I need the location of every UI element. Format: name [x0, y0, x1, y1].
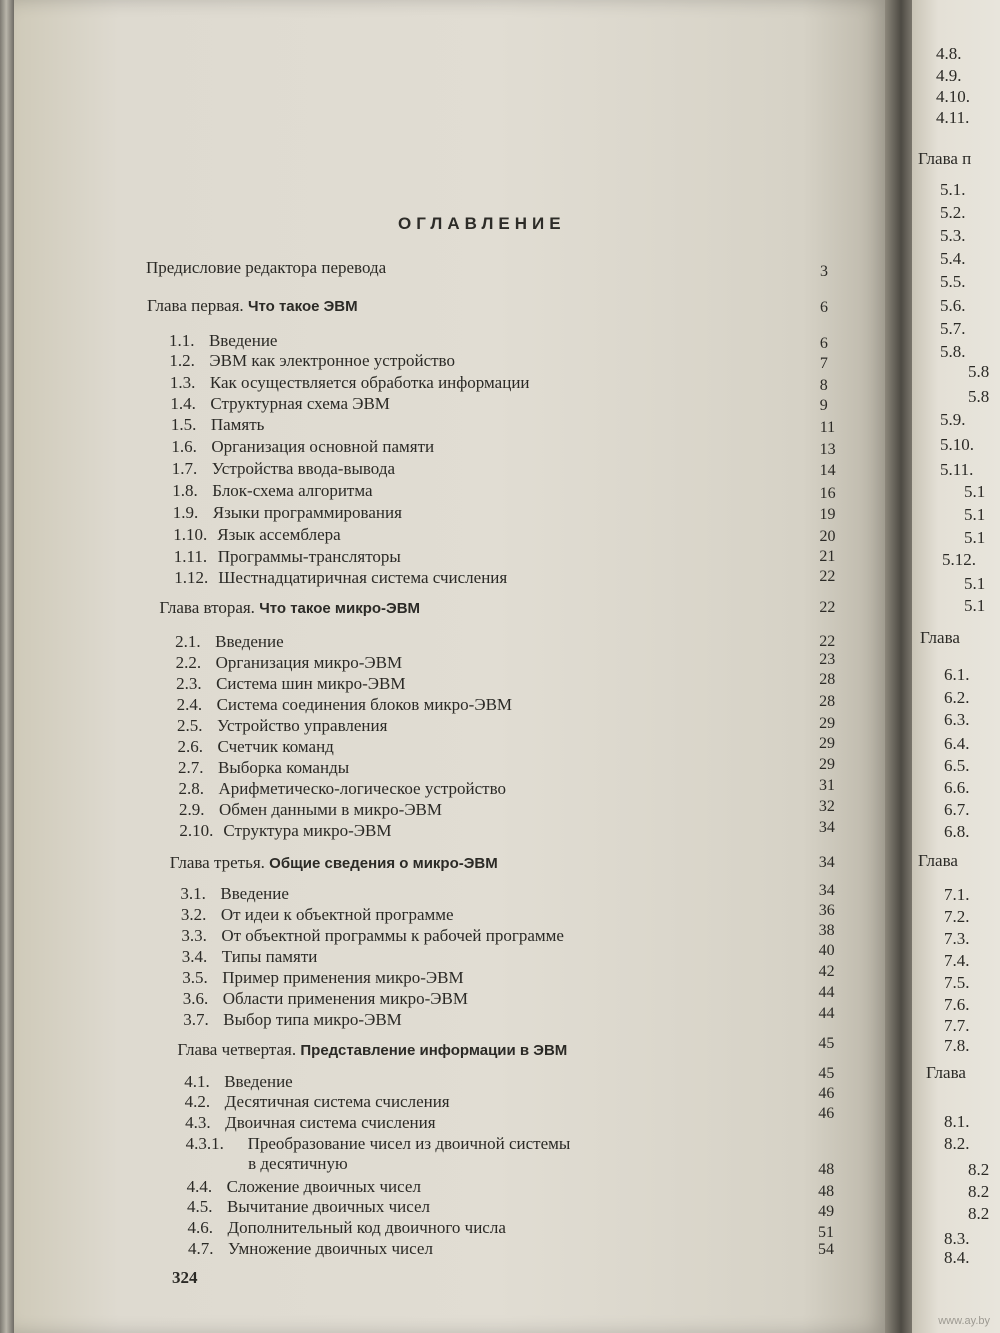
- page-reference: 3: [820, 263, 828, 280]
- section-number: 2.5.: [177, 716, 203, 735]
- toc-entry: [176, 653, 402, 673]
- section-number-fragment: 7.3.: [944, 929, 970, 948]
- page-reference: 7: [819, 355, 828, 372]
- page-reference: 22: [819, 633, 836, 650]
- section-number-fragment: 5.8: [968, 362, 990, 381]
- section-number-fragment: 6.3.: [944, 710, 970, 729]
- toc-entry: [180, 884, 289, 904]
- chapter-heading: [147, 296, 358, 317]
- page-reference: 9: [819, 397, 828, 414]
- section-number: 3.1.: [180, 884, 206, 903]
- toc-entry: [179, 800, 442, 820]
- section-title: Язык ассемблера: [217, 525, 341, 544]
- section-title: Выбор типа микро-ЭВМ: [223, 1010, 402, 1029]
- section-number: 3.2.: [180, 905, 207, 924]
- toc-entry: [172, 459, 395, 479]
- section-number: 1.7.: [171, 459, 198, 478]
- toc-entry: [188, 1239, 433, 1259]
- section-number-fragment: 4.10.: [936, 87, 970, 106]
- section-title: Введение: [224, 1072, 293, 1091]
- section-number-fragment: 6.8.: [944, 822, 970, 841]
- section-number: 1.4.: [170, 394, 196, 413]
- section-title: Счетчик команд: [217, 737, 334, 756]
- page-reference: 46: [818, 1085, 835, 1102]
- toc-entry: [181, 905, 454, 925]
- chapter-title: Что такое микро-ЭВМ: [259, 600, 421, 617]
- section-number: 4.3.: [185, 1113, 211, 1132]
- section-number-fragment: 6.2.: [944, 688, 970, 707]
- section-number-fragment: 8.3.: [944, 1229, 970, 1248]
- section-number-fragment: 5.12.: [942, 550, 976, 569]
- section-title: Преобразование чисел из двоичной системы: [247, 1134, 571, 1153]
- chapter-label: Глава вторая.: [159, 598, 260, 617]
- section-number-fragment: 5.1: [964, 482, 986, 501]
- toc-entry: [169, 331, 278, 351]
- toc-entry: [188, 1218, 506, 1238]
- section-number-fragment: 7.1.: [944, 885, 970, 904]
- section-number: 4.7.: [188, 1239, 214, 1258]
- page-reference: 28: [819, 693, 836, 710]
- section-title: Как осуществляется обработка информации: [209, 373, 530, 392]
- page-reference: 49: [818, 1203, 835, 1220]
- section-title: Устройство управления: [217, 716, 388, 735]
- page-title: ОГЛАВЛЕНИЕ: [398, 214, 566, 233]
- page-reference: 34: [818, 882, 835, 899]
- section-number-fragment: 5.3.: [940, 226, 966, 245]
- section-number: 3.3.: [181, 926, 207, 945]
- section-number: 2.9.: [178, 800, 205, 819]
- page-reference: 28: [819, 671, 836, 688]
- section-number-fragment: 5.1.: [940, 180, 966, 199]
- section-number-fragment: 5.1: [964, 505, 986, 524]
- section-title: Организация микро-ЭВМ: [215, 653, 403, 672]
- section-title: Области применения микро-ЭВМ: [222, 989, 468, 1008]
- section-number-fragment: 8.2: [968, 1160, 990, 1179]
- section-number-fragment: 8.2: [968, 1204, 990, 1223]
- toc-entry: [146, 258, 386, 278]
- section-title: От объектной программы к рабочей программе: [221, 926, 564, 945]
- toc-entry: [175, 632, 284, 652]
- section-title: Предисловие редактора перевода: [146, 258, 387, 277]
- section-title: Десятичная система счисления: [224, 1092, 450, 1111]
- chapter-heading-fragment: Глава п: [918, 149, 972, 168]
- page-reference: 31: [818, 777, 835, 794]
- toc-entry: [248, 1154, 348, 1174]
- section-title: ЭВМ как электронное устройство: [209, 351, 455, 370]
- section-number: 1.11.: [173, 547, 208, 566]
- page-reference: 23: [819, 651, 836, 668]
- section-title: Шестнадцатиричная система счисления: [218, 568, 508, 587]
- section-title: Арифметическо-логическое устройство: [218, 779, 506, 798]
- toc-entry: [185, 1113, 435, 1133]
- page-reference: 22: [819, 599, 836, 616]
- page-reference: 11: [819, 419, 836, 436]
- section-number-fragment: 5.5.: [940, 272, 966, 291]
- chapter-heading-fragment: Глава: [926, 1063, 966, 1082]
- section-number-fragment: 6.4.: [944, 734, 970, 753]
- section-number: 2.2.: [175, 653, 202, 672]
- page-reference: 6: [819, 335, 828, 352]
- section-number: 4.5.: [187, 1197, 213, 1216]
- section-title: Выборка команды: [218, 758, 350, 777]
- section-title: Структура микро-ЭВМ: [223, 821, 392, 840]
- section-number-fragment: 7.8.: [944, 1036, 970, 1055]
- section-title: Система шин микро-ЭВМ: [216, 674, 406, 693]
- toc-entry: [170, 373, 530, 393]
- toc-entry: [173, 503, 402, 523]
- section-number-fragment: 5.10.: [940, 435, 974, 454]
- chapter-title: Представление информации в ЭВМ: [300, 1042, 568, 1059]
- page-reference: 29: [819, 756, 835, 773]
- section-number-fragment: 5.1: [964, 574, 986, 593]
- page-reference: 16: [819, 485, 836, 502]
- page-reference: 8: [819, 377, 828, 394]
- page-reference: 45: [818, 1035, 835, 1052]
- section-number: 3.7.: [183, 1010, 209, 1029]
- toc-entry: [177, 716, 387, 736]
- page-reference: 6: [819, 299, 828, 316]
- section-number: 1.9.: [172, 503, 199, 522]
- toc-entry: [173, 525, 340, 545]
- section-number-fragment: 5.1: [964, 528, 986, 547]
- chapter-title: Общие сведения о микро-ЭВМ: [269, 855, 498, 872]
- section-title: Система соединения блоков микро-ЭВМ: [216, 695, 513, 714]
- chapter-label: Глава четвертая.: [177, 1040, 301, 1059]
- section-number: 4.6.: [187, 1218, 214, 1237]
- section-number: 2.3.: [176, 674, 202, 693]
- page-reference: 21: [819, 548, 836, 565]
- section-number-fragment: 4.8.: [936, 44, 962, 63]
- page-reference: 51: [818, 1224, 835, 1241]
- page-reference: 13: [819, 441, 836, 458]
- book-spine: [0, 0, 14, 1333]
- toc-entry: [172, 481, 372, 501]
- section-number-fragment: 8.1.: [944, 1112, 970, 1131]
- section-number: 1.3.: [169, 373, 196, 392]
- page-reference: 46: [818, 1105, 835, 1122]
- section-number: 1.2.: [169, 351, 195, 370]
- section-number: 1.1.: [168, 331, 195, 350]
- section-number: 1.5.: [170, 415, 197, 434]
- toc-entry: [170, 394, 390, 414]
- toc-entry: [176, 674, 405, 694]
- chapter-heading: [159, 598, 420, 619]
- page-reference: 32: [818, 798, 835, 815]
- section-number-fragment: 5.7.: [940, 319, 966, 338]
- section-title: Обмен данными в микро-ЭВМ: [218, 800, 442, 819]
- section-number-fragment: 5.4.: [940, 249, 966, 268]
- section-number: 4.1.: [184, 1072, 210, 1091]
- section-number-fragment: 4.11.: [936, 108, 970, 127]
- toc-entry: [182, 968, 463, 988]
- section-title: Блок-схема алгоритма: [212, 481, 373, 500]
- toc-entry: [183, 989, 468, 1009]
- section-number-fragment: 6.7.: [944, 800, 970, 819]
- page-reference: 42: [818, 963, 835, 980]
- toc-entry: [182, 947, 318, 967]
- toc-entry: [187, 1177, 421, 1197]
- chapter-title: Что такое ЭВМ: [247, 298, 358, 315]
- section-title: От идеи к объектной программе: [220, 905, 454, 924]
- page-reference: 54: [818, 1241, 834, 1258]
- section-number-fragment: 8.2.: [944, 1134, 970, 1153]
- section-number-fragment: 7.2.: [944, 907, 970, 926]
- toc-entry: [174, 547, 401, 567]
- section-number: 4.2.: [184, 1092, 211, 1111]
- section-number: 2.10.: [179, 821, 214, 840]
- page-reference: 44: [818, 1005, 835, 1022]
- chapter-heading: [177, 1040, 567, 1061]
- page-reference: 45: [818, 1065, 835, 1082]
- page-reference: 36: [818, 902, 835, 919]
- page-reference: 29: [819, 715, 836, 732]
- section-number: 3.4.: [181, 947, 208, 966]
- chapter-heading: [170, 853, 498, 874]
- toc-entry: [178, 779, 506, 799]
- section-number: 2.7.: [178, 758, 204, 777]
- page-reference: 44: [818, 984, 835, 1001]
- page-reference: 14: [819, 462, 836, 479]
- section-number: 4.3.1.: [185, 1134, 224, 1153]
- section-title: Устройства ввода-вывода: [211, 459, 396, 478]
- section-title: Пример применения микро-ЭВМ: [222, 968, 464, 987]
- section-number-fragment: 7.4.: [944, 951, 970, 970]
- section-number-fragment: 7.5.: [944, 973, 970, 992]
- toc-entry: [183, 1010, 402, 1030]
- toc-entry: [178, 737, 334, 757]
- section-number: 1.6.: [171, 437, 197, 456]
- page-reference: 48: [818, 1161, 835, 1178]
- toc-entry: [185, 1092, 450, 1112]
- section-number-fragment: 6.1.: [944, 665, 970, 684]
- toc-entry: [171, 437, 434, 457]
- toc-entry: [171, 415, 265, 435]
- section-title: Языки программирования: [212, 503, 402, 522]
- page-reference: 48: [818, 1183, 835, 1200]
- section-number: 2.1.: [175, 632, 201, 651]
- section-number: 1.10.: [173, 525, 208, 544]
- page-reference: 38: [818, 922, 835, 939]
- section-number-fragment: 5.9.: [940, 410, 966, 429]
- page-reference: 34: [818, 819, 835, 836]
- section-number: 1.8.: [172, 481, 198, 500]
- section-title: Введение: [208, 331, 278, 350]
- section-title: Организация основной памяти: [211, 437, 435, 456]
- section-number: 1.12.: [174, 568, 209, 587]
- chapter-label: Глава первая.: [146, 296, 248, 315]
- page-reference: 19: [819, 506, 836, 523]
- toc-entry: [181, 926, 564, 946]
- section-number-fragment: 4.9.: [936, 66, 962, 85]
- section-number-fragment: 6.6.: [944, 778, 970, 797]
- chapter-heading-fragment: Глава: [920, 628, 960, 647]
- section-number-fragment: 8.2: [968, 1182, 990, 1201]
- watermark: www.ay.by: [938, 1315, 990, 1327]
- section-number: 2.8.: [178, 779, 204, 798]
- toc-entry: [179, 821, 391, 841]
- section-number: 3.5.: [182, 968, 208, 987]
- toc-entry: [187, 1197, 430, 1217]
- section-number: 2.4.: [176, 695, 203, 714]
- toc-entry: [178, 758, 349, 778]
- section-number-fragment: 7.7.: [944, 1016, 970, 1035]
- chapter-label: Глава третья.: [169, 853, 270, 872]
- section-title: Двоичная система счисления: [225, 1113, 436, 1132]
- toc-entry: [169, 351, 455, 371]
- section-number-fragment: 5.11.: [940, 460, 974, 479]
- section-number: 4.4.: [186, 1177, 213, 1196]
- section-title: Введение: [220, 884, 289, 903]
- toc-entry: [184, 1072, 293, 1092]
- section-title: Типы памяти: [221, 947, 318, 966]
- section-number-fragment: 5.1: [964, 596, 986, 615]
- section-title: в десятичную: [248, 1154, 348, 1173]
- section-number-fragment: 7.6.: [944, 995, 970, 1014]
- section-title: Умножение двоичных чисел: [228, 1239, 433, 1258]
- section-number: 3.6.: [182, 989, 209, 1008]
- page-reference: 29: [819, 735, 836, 752]
- toc-entry: [177, 695, 512, 715]
- toc-entry: [174, 568, 507, 588]
- section-title: Вычитание двоичных чисел: [227, 1197, 431, 1216]
- section-title: Дополнительный код двоичного числа: [227, 1218, 506, 1237]
- page-reference: 22: [819, 568, 836, 585]
- section-number-fragment: 5.2.: [940, 203, 966, 222]
- page-reference: 34: [818, 854, 835, 871]
- chapter-heading-fragment: Глава: [918, 851, 958, 870]
- section-title: Сложение двоичных чисел: [226, 1177, 421, 1196]
- section-title: Структурная схема ЭВМ: [210, 394, 390, 413]
- section-number-fragment: 5.6.: [940, 296, 966, 315]
- toc-entry: [186, 1134, 571, 1154]
- page-reference: 40: [818, 942, 835, 959]
- section-number-fragment: 6.5.: [944, 756, 970, 775]
- section-number-fragment: 8.4.: [944, 1248, 970, 1267]
- section-number: 2.6.: [177, 737, 204, 756]
- section-number-fragment: 5.8.: [940, 342, 966, 361]
- section-title: Программы-трансляторы: [217, 547, 401, 566]
- page-reference: 20: [819, 528, 836, 545]
- section-title: Введение: [215, 632, 284, 651]
- section-number-fragment: 5.8: [968, 387, 990, 406]
- page-number: 324: [172, 1268, 198, 1287]
- section-title: Память: [210, 415, 265, 434]
